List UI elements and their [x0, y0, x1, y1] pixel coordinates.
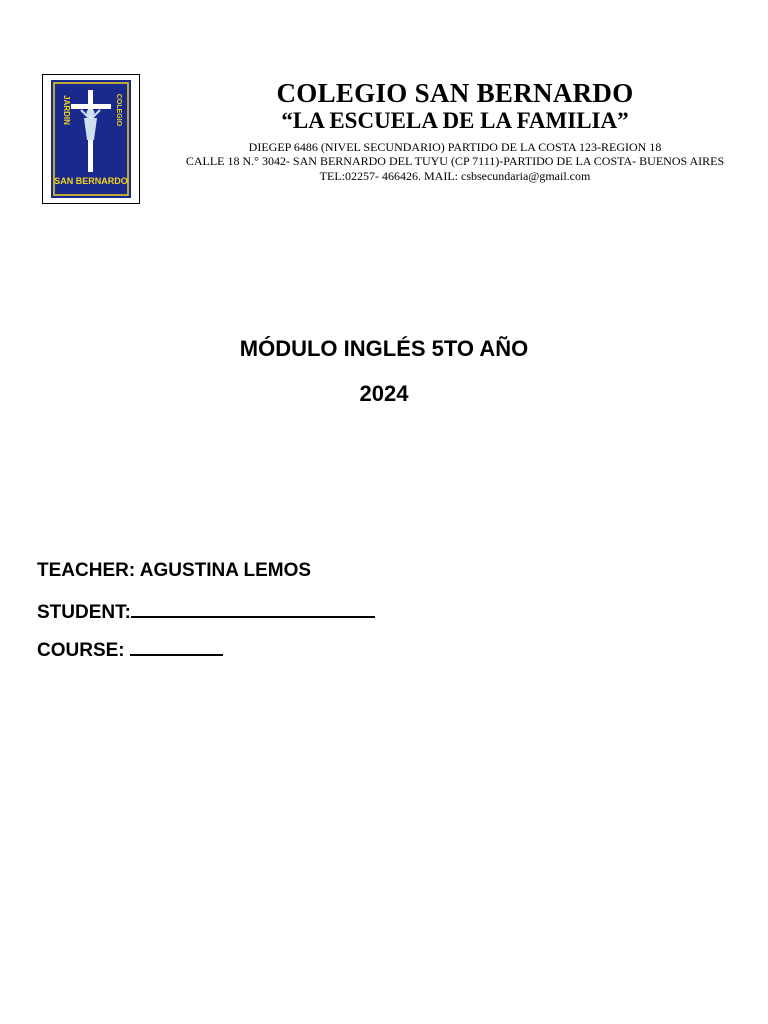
course-line — [37, 636, 223, 662]
student-blank[interactable] — [131, 598, 375, 618]
address-line: CALLE 18 N.° 3042- SAN BERNARDO DEL TUYU (CP 7111)-PARTIDO DE LA COSTA- BUENOS AIRES — [185, 154, 725, 168]
school-crest-icon — [51, 80, 131, 198]
logo-text-bottom: SAN BERNARDO — [54, 176, 128, 186]
course-blank[interactable] — [130, 636, 223, 656]
course-label: COURSE: — [37, 640, 125, 661]
module-year: 2024 — [359, 381, 409, 406]
logo-text-right: COLEGIO — [115, 93, 122, 127]
registration-line: DIEGEP 6486 (NIVEL SECUNDARIO) PARTIDO DE LA COSTA 123-REGION 18 — [248, 140, 662, 154]
student-line — [37, 598, 375, 624]
school-logo — [42, 74, 140, 204]
logo-text-left: JARDIN — [62, 95, 71, 125]
school-motto: “LA ESCUELA DE LA FAMILIA” — [281, 108, 629, 133]
cross-horizontal — [71, 104, 111, 109]
letterhead — [168, 78, 742, 183]
school-name: COLEGIO SAN BERNARDO — [276, 78, 634, 108]
module-title: MÓDULO INGLÉS 5TO AÑO — [239, 336, 529, 361]
student-label: STUDENT: — [37, 602, 131, 623]
contact-line: TEL:02257- 466426. MAIL: csbsecundaria@gmail.com — [319, 169, 591, 183]
teacher-line: TEACHER: AGUSTINA LEMOS — [37, 560, 312, 581]
